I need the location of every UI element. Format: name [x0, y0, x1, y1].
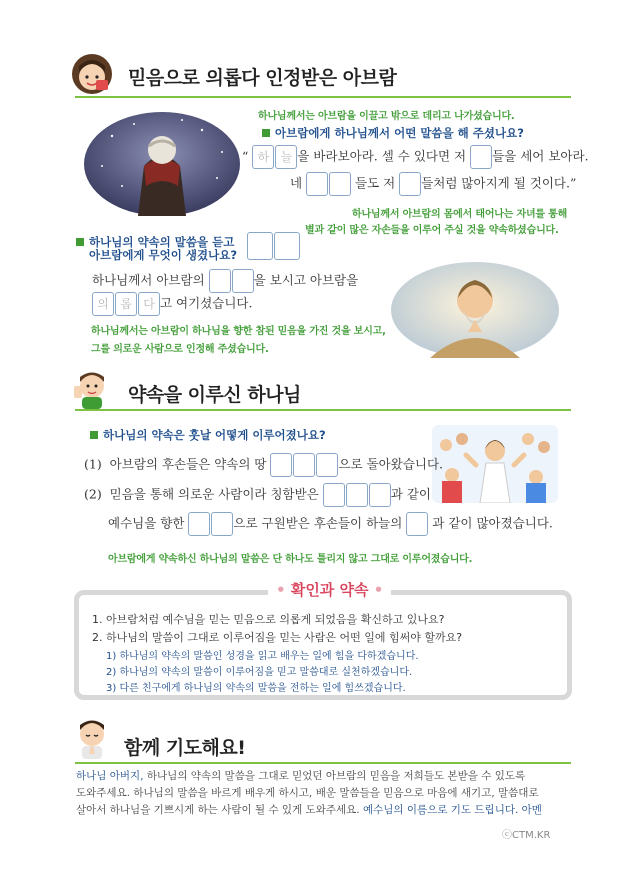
answer-boxes-abraham[interactable] [323, 483, 391, 507]
section2-title: 약속을 이루신 하나님 [128, 384, 301, 406]
section2-divider [75, 409, 571, 411]
prayer-text [76, 768, 576, 819]
confirm-promise-title: • 확인과 약속 • [268, 579, 391, 600]
answer-box[interactable] [329, 172, 351, 196]
answer-box[interactable] [247, 232, 273, 260]
answer-box[interactable] [316, 453, 338, 477]
answer-boxes-faith[interactable] [247, 232, 300, 260]
answer-box-stars[interactable] [470, 145, 492, 169]
item2-line2 [108, 512, 553, 536]
line4-text-b: 고 여기셨습니다. [160, 295, 253, 311]
answer-box[interactable] [270, 453, 292, 477]
girl-avatar-icon [70, 52, 114, 96]
item2-line1 [84, 483, 431, 507]
confirm-answer-2: 2) 하나님의 약속의 말씀이 이루어짐을 믿고 말씀대로 실천하겠습니다. [106, 667, 413, 678]
line3 [92, 269, 358, 293]
answer-boxes-faith-3[interactable] [188, 512, 233, 536]
prayer-body-1: 하나님의 약속의 말씀을 그대로 믿었던 아브람의 믿음을 저희들도 본받을 수 있도록 [143, 770, 526, 782]
line1-text-b: 들을 세어 보아라. [492, 148, 589, 164]
item2-text-e: 과 같이 많아졌습니다. [432, 515, 553, 531]
abram-night-illustration [82, 106, 242, 216]
item1-text-b: 으로 돌아왔습니다. [338, 456, 444, 472]
answer-box[interactable] [346, 483, 368, 507]
praying-child-avatar-icon [70, 716, 114, 760]
quote-open: “ [242, 148, 249, 164]
answer-boxes-faith-2[interactable] [209, 269, 254, 293]
quote-line-1 [242, 145, 589, 169]
confirm-question-1: 1. 아브람처럼 예수님을 믿는 믿음으로 의롭게 되었음을 확신하고 있나요? [92, 613, 445, 626]
boy-avatar-icon [70, 366, 114, 410]
line1-text-a: 을 바라보아라. 셀 수 있다면 저 [297, 148, 467, 164]
answer-boxes-canaan[interactable] [270, 453, 338, 477]
bullet-square-icon [262, 129, 270, 137]
question-fulfilled: 하나님의 약속은 훗날 어떻게 이루어졌나요? [90, 427, 326, 443]
question-what-words: 아브람에게 하나님께서 어떤 말씀을 해 주셨나요? [262, 125, 524, 141]
item1-number: (1) [84, 456, 102, 472]
confirm-answer-3: 3) 다른 친구에게 하나님의 약속의 말씀을 전하는 일에 힘쓰겠습니다. [106, 683, 406, 694]
answer-box[interactable]: 하 [252, 145, 274, 169]
answer-box[interactable] [306, 172, 328, 196]
answer-box[interactable] [369, 483, 391, 507]
caption-righteous-line1: 하나님께서는 아브람이 하나님을 향한 참된 믿음을 가진 것을 보시고, [91, 326, 386, 337]
answer-box[interactable] [209, 269, 231, 293]
item1-text-a: 아브람의 후손들은 약속의 땅 [109, 456, 267, 472]
answer-box[interactable] [323, 483, 345, 507]
abram-praying-illustration [390, 258, 560, 358]
item2-number: (2) [84, 486, 102, 502]
line2-text-b: 들도 저 [355, 175, 396, 191]
copyright: ⓒCTM.KR [502, 830, 551, 841]
answer-box-star[interactable] [406, 512, 428, 536]
prayer-body-3: 살아서 하나님을 기쁘시게 하는 사람이 될 수 있게 도와주세요. [76, 804, 360, 816]
confirm-question-2: 2. 하나님의 말씀이 그대로 이루어짐을 믿는 사람은 어떤 일에 힘써야 할까요? [92, 631, 463, 644]
line2-text-c: 들처럼 많아지게 될 것이다.” [421, 175, 577, 191]
caption-fulfilled: 아브람에게 약속하신 하나님의 말씀은 단 하나도 틀리지 않고 그대로 이루어졌습니다. [108, 554, 473, 565]
line2-text-a: 네 [290, 175, 303, 191]
answer-box[interactable] [232, 269, 254, 293]
answer-box[interactable]: 다 [138, 292, 160, 316]
line4 [92, 292, 252, 316]
question-what-arose: 하나님의 약속의 말씀을 듣고 아브람에게 무엇이 생겼나요? [76, 236, 237, 262]
item2-text-b: 과 같이 [390, 486, 431, 502]
caption-promise-line1: 하나님께서 아브람의 몸에서 태어나는 자녀를 통해 [352, 209, 568, 220]
answer-box[interactable] [293, 453, 315, 477]
answer-boxes-descendants[interactable] [306, 172, 351, 196]
answer-box[interactable] [188, 512, 210, 536]
answer-box[interactable]: 롭 [115, 292, 137, 316]
confirm-answer-1: 1) 하나님의 약속의 말씀인 성경을 읽고 배우는 일에 힘을 다하겠습니다. [106, 651, 419, 662]
item2-text-c: 예수님을 향한 [108, 515, 185, 531]
caption-promise-line2: 별과 같이 많은 자손들을 이루어 주실 것을 약속하셨습니다. [305, 225, 559, 236]
answer-box[interactable] [211, 512, 233, 536]
answer-box-stars-2[interactable] [399, 172, 421, 196]
prayer-closing: 예수님의 이름으로 기도 드립니다. 아멘 [359, 804, 542, 816]
item2-text-d: 으로 구원받은 후손들이 하늘의 [233, 515, 403, 531]
caption-righteous-line2: 그를 의로운 사람으로 인정해 주셨습니다. [91, 344, 269, 355]
bullet-square-icon [76, 238, 84, 246]
section1-divider [75, 96, 571, 98]
prayer-divider [75, 762, 571, 764]
prayer-body-2: 도와주세요. 하나님의 말씀을 바르게 배우게 하시고, 배운 말씀들을 믿음으로 마음에 새기고, 말씀대로 [76, 787, 539, 799]
section1-title: 믿음으로 의롭다 인정받은 아브람 [128, 67, 397, 89]
answer-box[interactable]: 늘 [275, 145, 297, 169]
answer-box[interactable] [274, 232, 300, 260]
jesus-crowd-illustration [432, 425, 558, 503]
prayer-title: 함께 기도해요! [124, 737, 246, 759]
item1 [84, 453, 443, 477]
answer-box[interactable]: 의 [92, 292, 114, 316]
prayer-lead: 하나님 아버지, [76, 770, 144, 782]
caption-led-outside: 하나님께서는 아브람을 이끌고 밖으로 데리고 나가셨습니다. [258, 111, 515, 122]
bullet-square-icon [90, 431, 98, 439]
dot-right-icon: • [373, 581, 384, 599]
answer-boxes-sky[interactable] [252, 145, 297, 169]
line3-text-a: 하나님께서 아브람의 [92, 272, 205, 288]
dot-left-icon: • [276, 581, 286, 599]
item2-text-a: 믿음을 통해 의로운 사람이라 칭함받은 [109, 486, 319, 502]
line3-text-b: 을 보시고 아브람을 [253, 272, 359, 288]
quote-line-2 [290, 172, 576, 196]
answer-boxes-righteous[interactable] [92, 292, 160, 316]
